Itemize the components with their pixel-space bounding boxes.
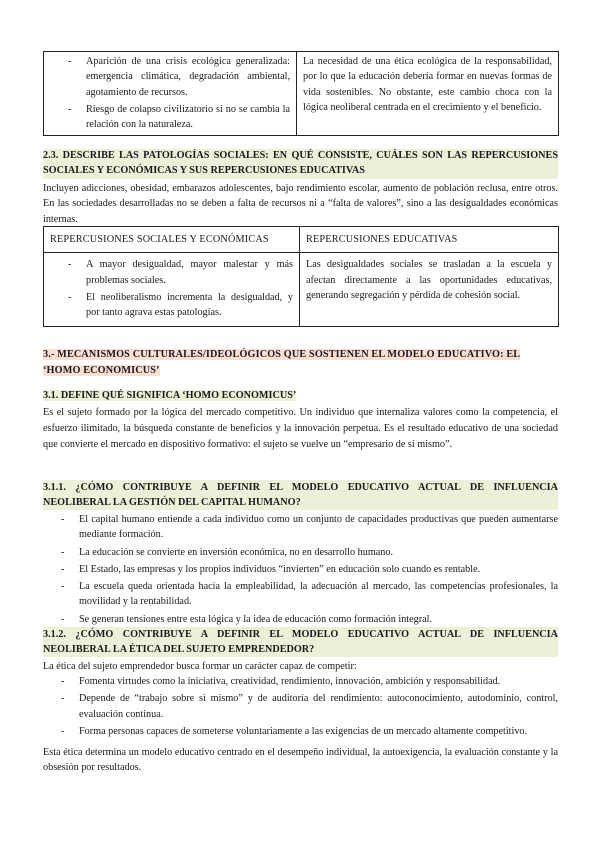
table-ecology-block [43,51,558,136]
section-3-1-2-heading: 3.1.2. ¿CÓMO CONTRIBUYE A DEFINIR EL MODELO EDUCATIVO ACTUAL DE INFLUENCIA NEOLIBERAL LA ÉTICA DEL SUJETO EMPRENDEDOR? [43,627,558,657]
table-repercussions-block [43,226,558,327]
section-2-3-heading: 2.3. DESCRIBE LAS PATOLOGÍAS SOCIALES: EN QUÉ CONSISTE, CUÁLES SON LAS REPERCUSIONES SOCIALES Y ECONÓMICAS Y SUS REPERCUSIONES EDUCATIVAS [43,149,558,179]
section-2-3-body: Incluyen adicciones, obesidad, embarazos adolescentes, bajo rendimiento escolar, aumento de población reclusa, entre otros. En las sociedades desarrolladas no se deben a falta de recursos ni a “falta de valores”, sino a las desigualdades económicas internas. [43,183,558,225]
table-row [44,253,559,327]
table-cell-right: Las desigualdades sociales se trasladan a la escuela y afectan directamente a las oportunidades educativas, generando segregación y pérdida de cohesión social. [300,253,559,327]
bullet-list [43,512,558,627]
column-header-educational: REPERCUSIONES EDUCATIVAS [300,227,559,253]
list-item: - Riesgo de colapso civilizatorio si no se cambia la relación con la naturaleza. [86,102,290,133]
table-repercussions [43,226,559,327]
section-3-1-2-list-block [43,674,558,741]
list-item: - El neoliberalismo incrementa la desigualdad, y por tanto agrava estas patologías. [86,290,293,321]
bullet-list [50,54,290,132]
bullet-list [43,674,558,739]
section-3-1-1-list-block [43,512,558,629]
list-item: - El Estado, las empresas y los propios individuos “invierten” en educación solo cuando es rentable. [79,562,558,577]
section-3-1-1-heading: 3.1.1. ¿CÓMO CONTRIBUYE A DEFINIR EL MODELO EDUCATIVO ACTUAL DE INFLUENCIA NEOLIBERAL LA GESTIÓN DEL CAPITAL HUMANO? [43,480,558,510]
section-3-1-body: Es el sujeto formado por la lógica del mercado competitivo. Un individuo que internaliza valores como la competencia, el esfuerzo ilimitado, la búsqueda constante de beneficios y la innovación perpetua. Es el resultado educativo de una sociedad que convierte el mercado en dispositivo formativo: el sujeto se vuelve un “empresario de sí mismo”. [43,407,558,450]
section-3-1-heading: 3.1. DEFINE QUÉ SIGNIFICA ‘HOMO ECONOMICUS’ [43,390,297,401]
table-cell-right: La necesidad de una ética ecológica de la responsabilidad, por lo que la educación debería formar en nuevas formas de vida sostenibles. No obstante, este cambio choca con la lógica neoliberal centrada en el crecimiento y el beneficio. [297,52,559,136]
list-item: - Se generan tensiones entre esta lógica y la idea de educación como formación integral. [79,612,558,627]
section-3-heading-block [43,347,558,379]
list-item: - La educación se convierte en inversión económica, no en desarrollo humano. [79,545,558,560]
section-3-1-2-outro: Esta ética determina un modelo educativo centrado en el desempeño individual, la autoexigencia, la evaluación constante y la obsesión por resultados. [43,747,558,774]
column-header-social: REPERCUSIONES SOCIALES Y ECONÓMICAS [44,227,300,253]
bullet-list [50,257,293,320]
section-3-1-heading-block [43,388,558,403]
list-item: - Fomenta virtudes como la iniciativa, creatividad, rendimiento, innovación, ambición y responsabilidad. [79,674,558,689]
table-ecology [43,51,559,136]
section-3-heading: 3.- MECANISMOS CULTURALES/IDEOLÓGICOS QUE SOSTIENEN EL MODELO EDUCATIVO: EL ‘HOMO ECONOMICUS’ [43,349,521,376]
table-cell-left [44,52,297,136]
list-item: - Aparición de una crisis ecológica generalizada: emergencia climática, degradación ambiental, agotamiento de recursos. [86,54,290,100]
list-item: - Depende de “trabajo sobre sí mismo” y de auditoría del rendimiento: autoconocimiento, autodominio, control, evaluación continua. [79,691,558,722]
list-item: - La escuela queda orientada hacia la empleabilidad, la adecuación al mercado, las competencias profesionales, la movilidad y la rentabilidad. [79,579,558,610]
list-item: - Forma personas capaces de someterse voluntariamente a las exigencias de un mercado altamente competitivo. [79,724,558,739]
list-item: - El capital humano entiende a cada individuo como un conjunto de capacidades productivas que pueden aumentarse mediante formación. [79,512,558,543]
section-3-1-2-intro: La ética del sujeto emprendedor busca formar un carácter capaz de competir: [43,661,357,672]
table-row [44,52,559,136]
table-header-row [44,227,559,253]
list-item: - A mayor desigualdad, mayor malestar y más problemas sociales. [86,257,293,288]
table-cell-left [44,253,300,327]
